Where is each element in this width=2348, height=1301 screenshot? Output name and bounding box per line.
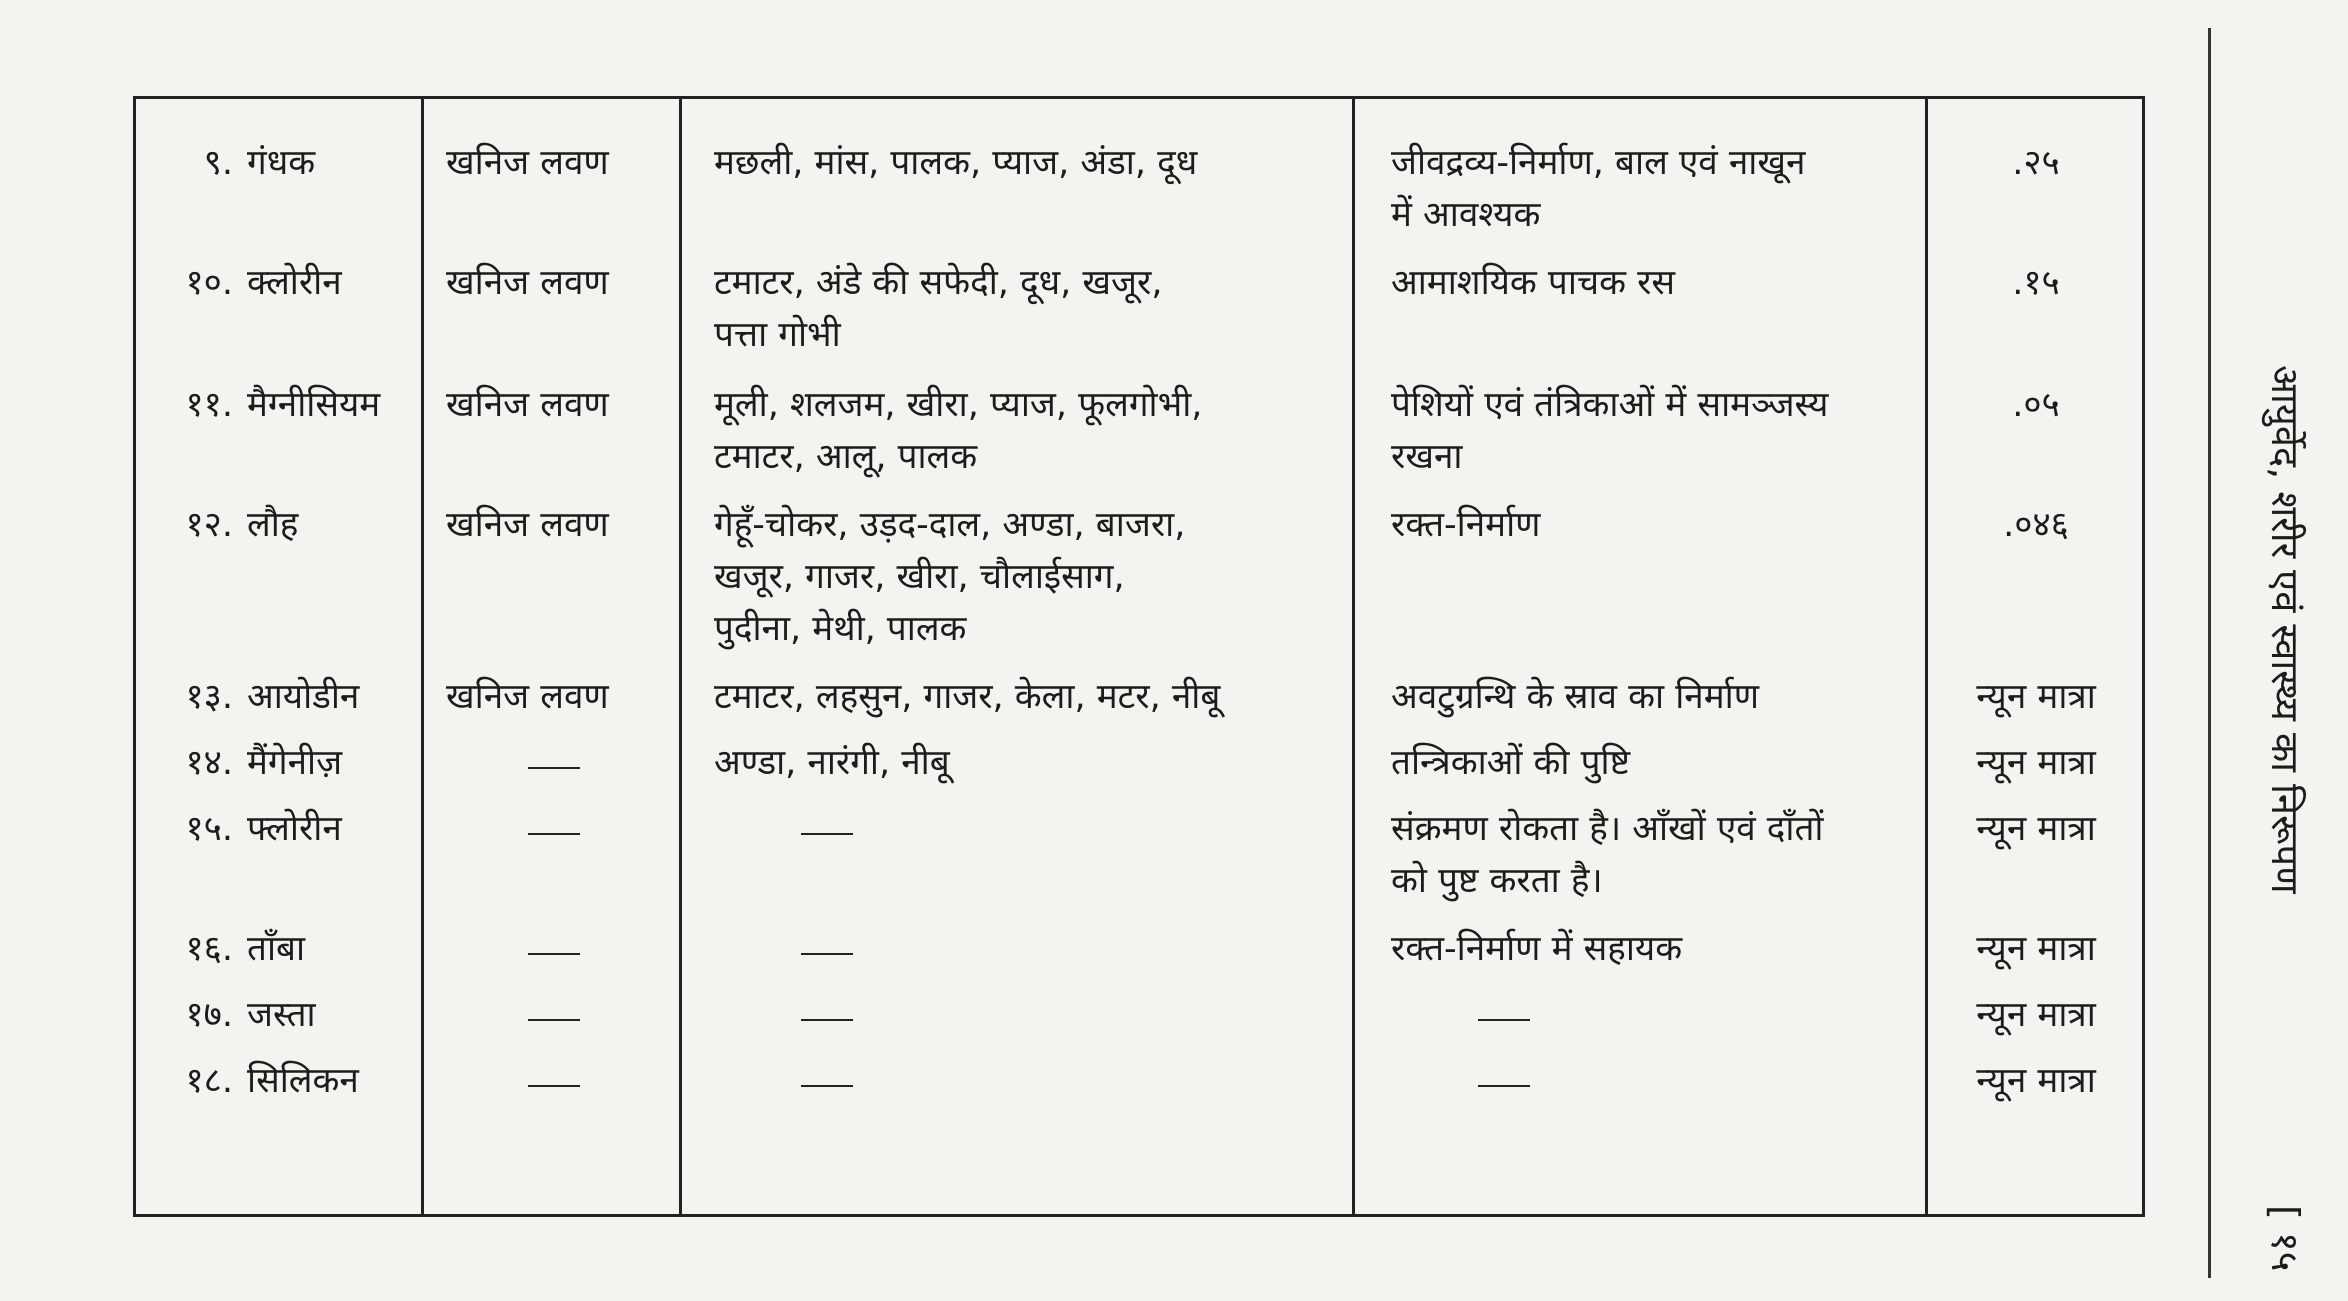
quantity-cell: न्यून मात्रा [1976,1061,2096,1101]
row-number: ९. [203,143,233,183]
sources-line: मछली, मांस, पालक, प्याज, अंडा, दूध [714,143,1198,183]
function-dash [1478,1019,1530,1021]
element-name: सिलिकन [247,1061,359,1101]
quantity-cell: .०४६ [2003,505,2069,545]
function-dash [1478,1085,1530,1087]
element-cell [161,137,401,189]
type-dash [528,1085,580,1087]
type-cell: खनिज लवण [446,263,609,303]
row-number: ११. [185,385,233,425]
margin-rule [2208,28,2211,1278]
function-line: आमाशयिक पाचक रस [1391,263,1676,303]
type-dash [528,953,580,955]
type-cell: खनिज लवण [446,677,609,717]
element-cell [161,499,401,551]
row-number: १०. [185,263,233,303]
sources-line: टमाटर, अंडे की सफेदी, दूध, खजूर, [714,263,1163,303]
row-number: १८. [185,1061,233,1101]
element-name: गंधक [247,143,316,183]
type-cell: खनिज लवण [446,143,609,183]
function-line: रक्त-निर्माण में सहायक [1391,929,1683,969]
type-dash [528,833,580,835]
function-line: को पुष्ट करता है। [1391,861,1603,901]
element-name: जस्ता [247,995,316,1035]
sources-line: पत्ता गोभी [714,315,841,355]
function-line: संक्रमण रोकता है। आँखों एवं दाँतों [1391,809,1824,849]
quantity-cell: .१५ [2012,263,2060,303]
element-cell [161,1055,401,1107]
quantity-cell: न्यून मात्रा [1976,929,2096,969]
sources-dash [801,953,853,955]
row-number: १२. [185,505,233,545]
quantity-cell: न्यून मात्रा [1976,809,2096,849]
type-dash [528,767,580,769]
element-name: मैग्नीसियम [247,385,381,425]
element-cell [161,737,401,789]
minerals-table [133,96,2145,1217]
function-line: रखना [1391,437,1463,477]
function-line: जीवद्रव्य-निर्माण, बाल एवं नाखून [1391,143,1806,183]
running-head: आयुर्वेद, शरीर एवं स्वास्थ्य का निरूपण [2263,365,2307,894]
function-line: अवटुग्रन्थि के स्राव का निर्माण [1391,677,1760,717]
quantity-cell: .२५ [2012,143,2060,183]
element-cell [161,989,401,1041]
sources-line: अण्डा, नारंगी, नीबू [714,743,950,783]
column-divider [421,99,424,1214]
element-name: आयोडीन [247,677,360,717]
column-divider [1925,99,1928,1214]
function-line: पेशियों एवं तंत्रिकाओं में सामञ्जस्य [1391,385,1829,425]
sources-line: पुदीना, मेथी, पालक [714,609,967,649]
element-cell [161,671,401,723]
sources-line: खजूर, गाजर, खीरा, चौलाईसाग, [714,557,1125,597]
element-name: फ्लोरीन [247,809,342,849]
sources-line: गेहूँ-चोकर, उड़द-दाल, अण्डा, बाजरा, [714,505,1186,545]
row-number: १५. [185,809,233,849]
element-name: क्लोरीन [247,263,342,303]
sources-dash [801,1085,853,1087]
element-cell [161,379,401,431]
type-cell: खनिज लवण [446,385,609,425]
element-name: ताँबा [247,929,306,969]
element-name: लौह [247,505,299,545]
element-cell [161,803,401,855]
sources-dash [801,833,853,835]
column-divider [1352,99,1355,1214]
element-cell [161,923,401,975]
row-number: १६. [185,929,233,969]
type-dash [528,1019,580,1021]
sources-line: मूली, शलजम, खीरा, प्याज, फूलगोभी, [714,385,1203,425]
row-number: १३. [185,677,233,717]
quantity-cell: न्यून मात्रा [1976,677,2096,717]
type-cell: खनिज लवण [446,505,609,545]
function-line: तन्त्रिकाओं की पुष्टि [1391,743,1631,783]
row-number: १४. [185,743,233,783]
sources-line: टमाटर, आलू, पालक [714,437,978,477]
page-number: [ १५ [2263,1205,2307,1272]
function-line: रक्त-निर्माण [1391,505,1541,545]
function-line: में आवश्यक [1391,195,1541,235]
row-number: १७. [185,995,233,1035]
column-divider [679,99,682,1214]
sources-dash [801,1019,853,1021]
quantity-cell: .०५ [2012,385,2060,425]
sources-line: टमाटर, लहसुन, गाजर, केला, मटर, नीबू [714,677,1221,717]
element-cell [161,257,401,309]
quantity-cell: न्यून मात्रा [1976,743,2096,783]
element-name: मैंगेनीज़ [247,743,343,783]
quantity-cell: न्यून मात्रा [1976,995,2096,1035]
